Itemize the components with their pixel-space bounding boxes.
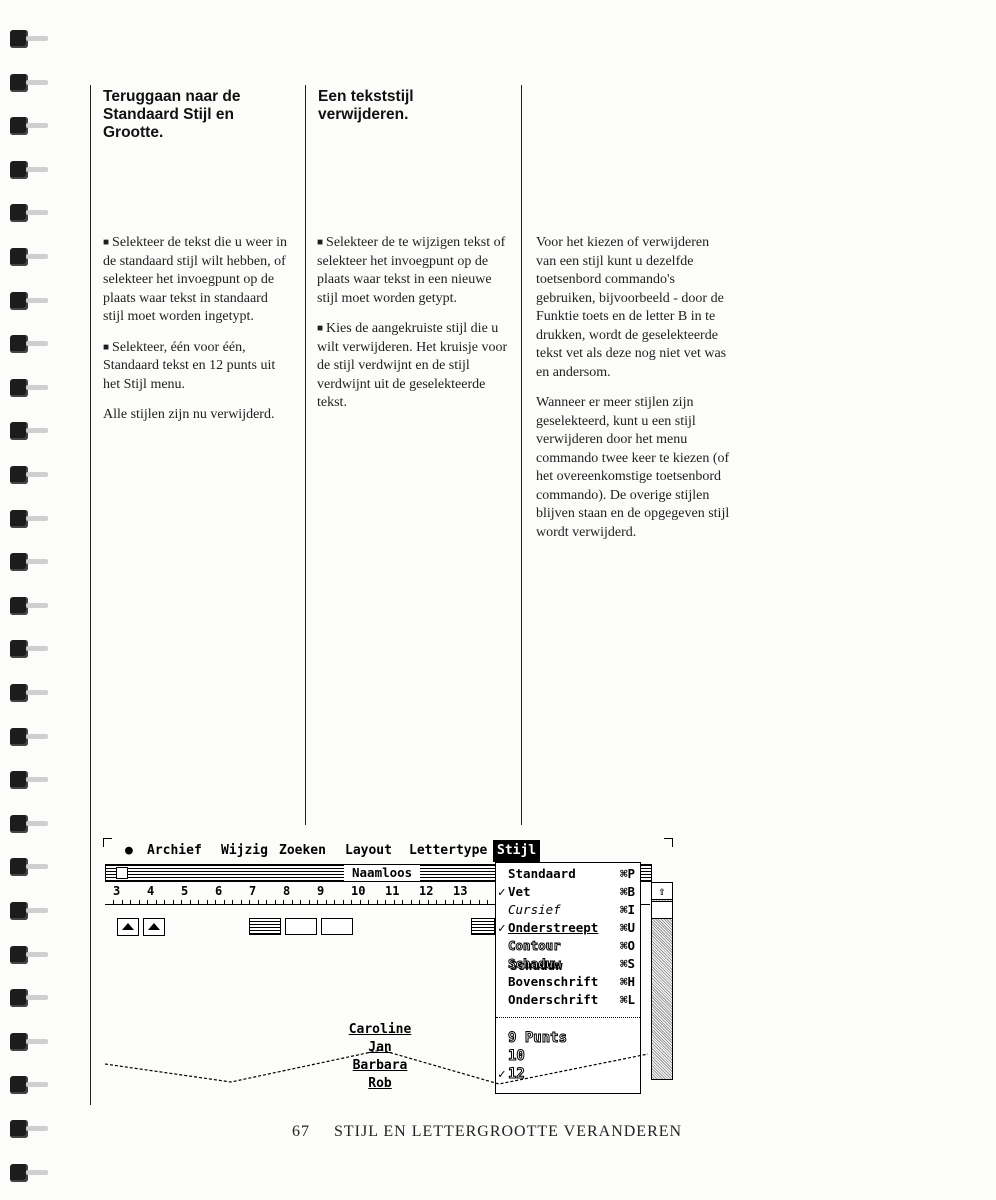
menu-item-onderstreept[interactable] [496,919,640,937]
bullet-icon: ■ [317,323,324,334]
menu-item-label: 9 Punts [508,1030,568,1046]
ruler-tick [487,900,488,904]
menu-item-standaard[interactable] [496,865,640,883]
binding-hole [10,248,28,266]
ruler-number: 4 [147,884,155,898]
menu-lettertype[interactable]: Lettertype [409,843,488,858]
column-divider [90,85,91,1105]
binding-hole [10,74,28,92]
binding-hole [10,728,28,746]
ruler-tick [190,900,191,904]
ruler-number: 5 [181,884,189,898]
ruler-tick [453,900,454,904]
ruler-tick [283,900,284,904]
binding-hole [10,1076,28,1094]
menu-item-onderschrift[interactable] [496,991,640,1009]
binding-hole [10,902,28,920]
menu-item-shortcut: ⌘L [620,992,636,1007]
menu-item-schaduw[interactable] [496,955,640,973]
ruler-number: 13 [453,884,468,898]
menu-item-label: Cursief [508,902,561,917]
text-line: Caroline [348,1022,412,1037]
ruler-tick [436,900,437,904]
scroll-up-arrow-icon[interactable]: ⇧ [652,883,672,900]
ruler-tick [181,900,182,904]
footer-title: STIJL EN LETTERGROOTTE VERANDEREN [334,1123,683,1140]
ruler-number: 6 [215,884,223,898]
menu-item-label: Bovenschrift [508,974,599,989]
binding-hole [10,771,28,789]
ruler-tick [241,900,242,904]
ruler-tick [249,900,250,904]
menu-item-label: 10 [508,1048,525,1064]
check-mark-icon: ✓ [498,884,506,899]
ruler-tick [445,900,446,904]
check-mark-icon: ✓ [498,1066,506,1081]
paragraph-text: Selekteer de tekst die u weer in de standaard stijl wilt hebben, of selekteer het invoegpunt op de plaats waar tekst in standaard stijl moet worden ingetypt. [103,235,287,324]
menu-item-bovenschrift[interactable] [496,973,640,991]
paragraph-text: Selekteer de te wijzigen tekst of selekteer het invoegpunt op de plaats waar tekst in een nieuwe stijl moet worden getypt. [317,235,506,306]
menu-separator [496,1017,640,1018]
crop-mark [103,838,112,847]
indent-marker-icon[interactable] [143,918,165,936]
column-2-body [317,234,509,425]
column-3-body [536,234,732,554]
ruler-tick [360,900,361,904]
binding-hole [10,1164,28,1182]
torn-edge [103,1048,669,1096]
binding-hole [10,161,28,179]
ruler-tick [462,900,463,904]
binding-hole [10,1033,28,1051]
ruler-tick [207,900,208,904]
menu-item-label: Contour [508,938,561,953]
binding-hole [10,553,28,571]
binding-hole [10,684,28,702]
binding-hole [10,422,28,440]
binding-holes [10,0,50,1200]
binding-hole [10,204,28,222]
text-line: Jan [368,1040,392,1055]
menu-archief[interactable]: Archief [147,843,202,858]
ruler-tick [470,900,471,904]
paragraph-text: Alle stijlen zijn nu verwijderd. [103,407,275,422]
menu-item-shortcut: ⌘P [620,866,636,881]
ruler-tick [309,900,310,904]
ruler-number: 7 [249,884,257,898]
menu-item-contour[interactable] [496,937,640,955]
paragraph-text: Kies de aangekruiste stijl die u wilt verwijderen. Het kruisje voor de stijl verdwijnt en de stijl verdwijnt uit de geselekteerde tekst. [317,321,508,410]
ruler-tick [232,900,233,904]
bullet-icon: ■ [103,341,110,353]
window-title: Naamloos [344,865,420,881]
ruler-tick [224,900,225,904]
menu-size-item[interactable] [496,1029,640,1047]
menu-item-cursief[interactable] [496,901,640,919]
spacing-single-icon[interactable] [249,918,281,935]
menu-wijzig[interactable]: Wijzig [221,843,268,858]
paragraph: Wanneer er meer stijlen zijn geselekteerd, kunt u een stijl verwijderen door het menu commando twee keer te kiezen (of het overeenkomstige toetsenbord commando). De overige stijlen blijven staan en de opgegeven stijl wordt verwijderd. [536,395,730,540]
ruler-tick [428,900,429,904]
ruler-tick [292,900,293,904]
column-1-body [103,234,288,437]
ruler-tick [411,900,412,904]
ruler-tick [156,900,157,904]
binding-hole [10,292,28,310]
ruler-tick [173,900,174,904]
ruler-number: 3 [113,884,121,898]
paragraph [103,339,288,395]
spacing-double-icon[interactable] [321,918,353,935]
ruler-tick [343,900,344,904]
ruler-number: 9 [317,884,325,898]
ruler-tick [258,900,259,904]
ruler-tick [326,900,327,904]
ruler-tick [377,900,378,904]
ruler-tick [164,900,165,904]
menu-item-label: Onderstreept [508,920,599,935]
paragraph [317,320,509,413]
binding-hole [10,597,28,615]
menu-item-label: 12 [508,1066,525,1082]
text-line: Barbara [352,1058,408,1073]
ruler-number: 10 [351,884,366,898]
menu-item-shortcut: ⌘S [620,956,636,971]
scroll-thumb[interactable] [652,901,672,919]
binding-hole [10,989,28,1007]
ruler-tick [139,900,140,904]
ruler-tick [385,900,386,904]
ruler-tick [130,900,131,904]
menu-item-label: Schaduw [508,956,561,971]
ruler-tick [147,900,148,904]
ruler-tick [198,900,199,904]
menu-stijl[interactable]: Stijl [493,840,540,862]
menu-item-shortcut: ⌘O [620,938,636,953]
binding-hole [10,946,28,964]
indent-marker-icon[interactable] [117,918,139,936]
menu-item-label: Onderschrift [508,992,599,1007]
binding-hole [10,858,28,876]
binding-hole [10,815,28,833]
column-2-heading: Een tekststijl verwijderen. [318,88,414,123]
binding-hole [10,466,28,484]
column-divider [521,85,522,825]
close-box-icon[interactable] [116,867,128,879]
apple-icon[interactable]: ● [125,843,133,858]
binding-hole [10,640,28,658]
paragraph [103,406,288,425]
menu-item-shortcut: ⌘I [620,902,636,917]
ruler-tick [479,900,480,904]
binding-hole [10,30,28,48]
ruler-number: 12 [419,884,434,898]
menu-item-shortcut: ⌘B [620,884,636,899]
ruler-tick [419,900,420,904]
menu-layout[interactable]: Layout [345,843,392,858]
page-footer [292,1123,682,1141]
paragraph: Voor het kiezen of verwijderen van een stijl kunt u dezelfde toetsenbord commando's gebruiken, bijvoorbeeld - door de Funktie toets en de letter B in te drukken, wordt de geselekteerde tekst vet als deze nog niet vet was en andersom. [536,235,727,380]
menu-item-label: Vet [508,884,531,899]
text-line: Rob [368,1076,392,1091]
menu-zoeken[interactable]: Zoeken [279,843,326,858]
check-mark-icon: ✓ [498,920,506,935]
binding-hole [10,117,28,135]
binding-hole [10,510,28,528]
paragraph [317,234,509,308]
bullet-icon: ■ [103,237,110,248]
paragraph-text: Selekteer, één voor één, Standaard tekst en 12 punts uit het Stijl menu. [103,339,276,392]
ruler-tick [317,900,318,904]
paragraph [103,234,288,327]
menu-bar [123,840,663,862]
spacing-onehalf-icon[interactable] [285,918,317,935]
ruler-tick [394,900,395,904]
crop-mark [664,838,673,847]
binding-hole [10,1120,28,1138]
ruler-tick [122,900,123,904]
ruler-tick [351,900,352,904]
macwrite-screenshot [103,838,673,1096]
column-1-heading: Teruggaan naar de Standaard Stijl en Grootte. [103,88,241,141]
binding-hole [10,379,28,397]
page-number: 67 [292,1123,310,1140]
menu-item-label: Standaard [508,866,576,881]
menu-item-shortcut: ⌘U [620,920,636,935]
ruler-tick [113,900,114,904]
ruler-tick [215,900,216,904]
ruler-number: 11 [385,884,400,898]
ruler-tick [402,900,403,904]
justify-icon[interactable] [471,918,495,935]
ruler-tick [300,900,301,904]
ruler-tick [334,900,335,904]
binding-hole [10,335,28,353]
bullet-icon: ■ [317,237,324,248]
menu-item-shortcut: ⌘H [620,974,636,989]
menu-item-vet[interactable] [496,883,640,901]
ruler-tick [368,900,369,904]
column-divider [305,85,306,825]
ruler-tick [266,900,267,904]
ruler-tick [275,900,276,904]
ruler-number: 8 [283,884,291,898]
